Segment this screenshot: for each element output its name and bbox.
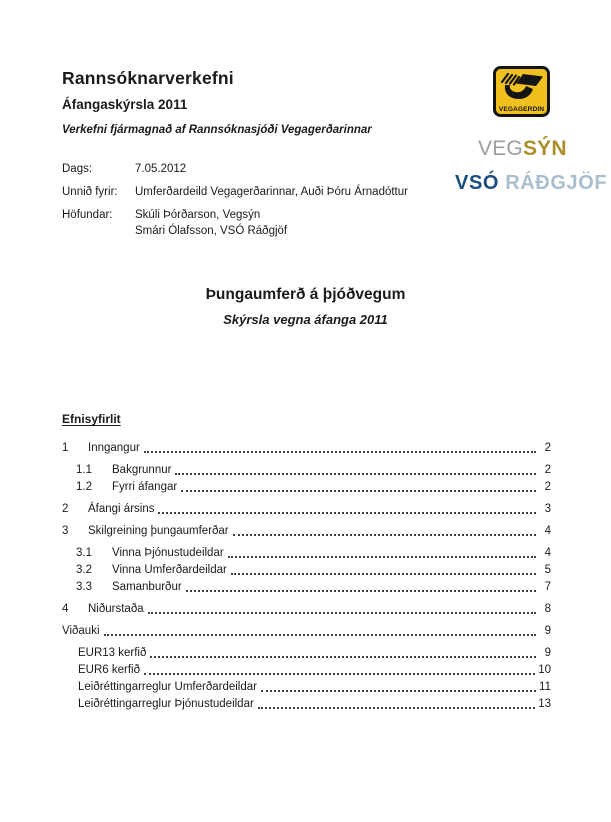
vegsyn-logo-part1: VEG [478, 137, 523, 160]
toc-entry-label: Leiðréttingarreglur Umferðardeildar [78, 681, 257, 693]
toc-entry [62, 602, 551, 617]
toc-entry [62, 563, 551, 578]
meta-value-line: Smári Ólafsson, VSÓ Ráðgjöf [135, 225, 288, 237]
toc-entry-number: 3 [62, 525, 69, 537]
toc-entry [62, 663, 551, 678]
document-subtitle: Skýrsla vegna áfanga 2011 [223, 312, 388, 327]
toc-entry-page: 4 [544, 547, 551, 559]
toc-entry [62, 546, 551, 561]
toc-dotted-leader [261, 690, 536, 692]
vegagerdin-logo [493, 66, 550, 117]
meta-value [135, 184, 408, 200]
toc-dotted-leader [233, 534, 536, 536]
toc-dotted-leader [231, 573, 536, 575]
toc-entry [62, 680, 551, 695]
toc-entry-label: Fyrri áfangar [112, 481, 178, 493]
meta-value [135, 161, 186, 177]
meta-value-line: Skúli Þórðarson, Vegsýn [135, 209, 261, 221]
vegsyn-logo-part2: SÝN [522, 137, 567, 160]
toc-entry-page: 5 [544, 564, 551, 576]
toc-entry-label: Leiðréttingarreglur Þjónustudeildar [78, 698, 254, 710]
toc-dotted-leader [186, 590, 536, 592]
toc-entry-page: 8 [544, 603, 551, 615]
toc-entry-label: Samanburður [112, 581, 182, 593]
toc-entry-page: 4 [544, 525, 551, 537]
toc-entry-label: Niðurstaða [88, 603, 144, 615]
vegsyn-logo [478, 138, 567, 159]
toc-entry-number: 4 [62, 603, 69, 615]
toc-dotted-leader [228, 556, 536, 558]
vso-logo-part1: VSÓ [455, 172, 500, 194]
toc-entry-number: 2 [62, 503, 69, 515]
vso-radgjof-logo [455, 173, 607, 193]
toc-entry-label: Áfangi ársins [88, 503, 155, 515]
toc-entry [62, 463, 551, 478]
toc-entry-label: Vinna Umferðardeildar [112, 564, 227, 576]
meta-label: Unnið fyrir: [62, 186, 118, 198]
toc-entry-page: 2 [544, 464, 551, 476]
toc-entry-label: Vinna Þjónustudeildar [112, 547, 224, 559]
toc-entry-page: 11 [539, 681, 551, 693]
toc-dotted-leader [181, 490, 536, 492]
vegagerdin-logo-icon [493, 66, 550, 117]
toc-entry-label: Inngangur [88, 442, 140, 454]
toc-entry-number: 1.2 [76, 481, 92, 493]
meta-value [135, 207, 287, 239]
toc-dotted-leader [148, 612, 536, 614]
vegagerdin-logo-label: VEGAGERDIN [498, 106, 545, 113]
toc-heading: Efnisyfirlit [62, 412, 121, 426]
toc-entry-page: 2 [544, 481, 551, 493]
toc-entry-label: Bakgrunnur [112, 464, 172, 476]
toc-entry-page: 10 [538, 664, 551, 676]
toc-entry [62, 480, 551, 495]
toc-list [62, 434, 551, 712]
toc-dotted-leader [104, 634, 536, 636]
toc-entry-label: EUR13 kerfið [78, 647, 147, 659]
toc-entry-page: 9 [544, 625, 551, 637]
toc-entry-label: EUR6 kerfið [78, 664, 140, 676]
toc-entry-number: 1 [62, 442, 69, 454]
toc-entry-page: 2 [544, 442, 551, 454]
toc-dotted-leader [144, 451, 536, 453]
meta-label: Höfundar: [62, 209, 113, 221]
toc-entry-page: 9 [544, 647, 551, 659]
toc-entry [62, 580, 551, 595]
toc-entry [62, 624, 551, 639]
toc-dotted-leader [158, 512, 536, 514]
toc-entry-page: 3 [544, 503, 551, 515]
toc-entry [62, 502, 551, 517]
toc-entry [62, 646, 551, 661]
document-title: Þungaumferð á þjóðvegum [205, 286, 406, 303]
toc-entry-number: 1.1 [76, 464, 92, 476]
toc-entry-page: 7 [544, 581, 551, 593]
toc-dotted-leader [175, 473, 536, 475]
meta-label: Dags: [62, 163, 93, 175]
toc-dotted-leader [150, 656, 536, 658]
report-program-title: Rannsóknarverkefni [62, 68, 234, 88]
toc-entry-number: 3.2 [76, 564, 92, 576]
toc-entry [62, 441, 551, 456]
toc-entry-number: 3.1 [76, 547, 92, 559]
meta-value-line: Umferðardeild Vegagerðarinnar, Auði Þóru Árnadóttur [135, 186, 408, 198]
report-subtitle: Áfangaskýrsla 2011 [62, 97, 188, 112]
vso-logo-part2: RÁÐGJÖF [499, 172, 608, 194]
toc-dotted-leader [258, 707, 535, 709]
toc-dotted-leader [144, 673, 535, 675]
toc-entry-label: Viðauki [62, 625, 100, 637]
meta-row [62, 207, 532, 239]
funding-note: Verkefni fjármagnað af Rannsóknasjóði Vegagerðarinnar [62, 124, 372, 136]
toc-entry-label: Skilgreining þungaumferðar [88, 525, 229, 537]
meta-value-line: 7.05.2012 [135, 163, 187, 175]
toc-entry [62, 697, 551, 712]
toc-entry [62, 524, 551, 539]
toc-entry-page: 13 [538, 698, 551, 710]
toc-entry-number: 3.3 [76, 581, 92, 593]
